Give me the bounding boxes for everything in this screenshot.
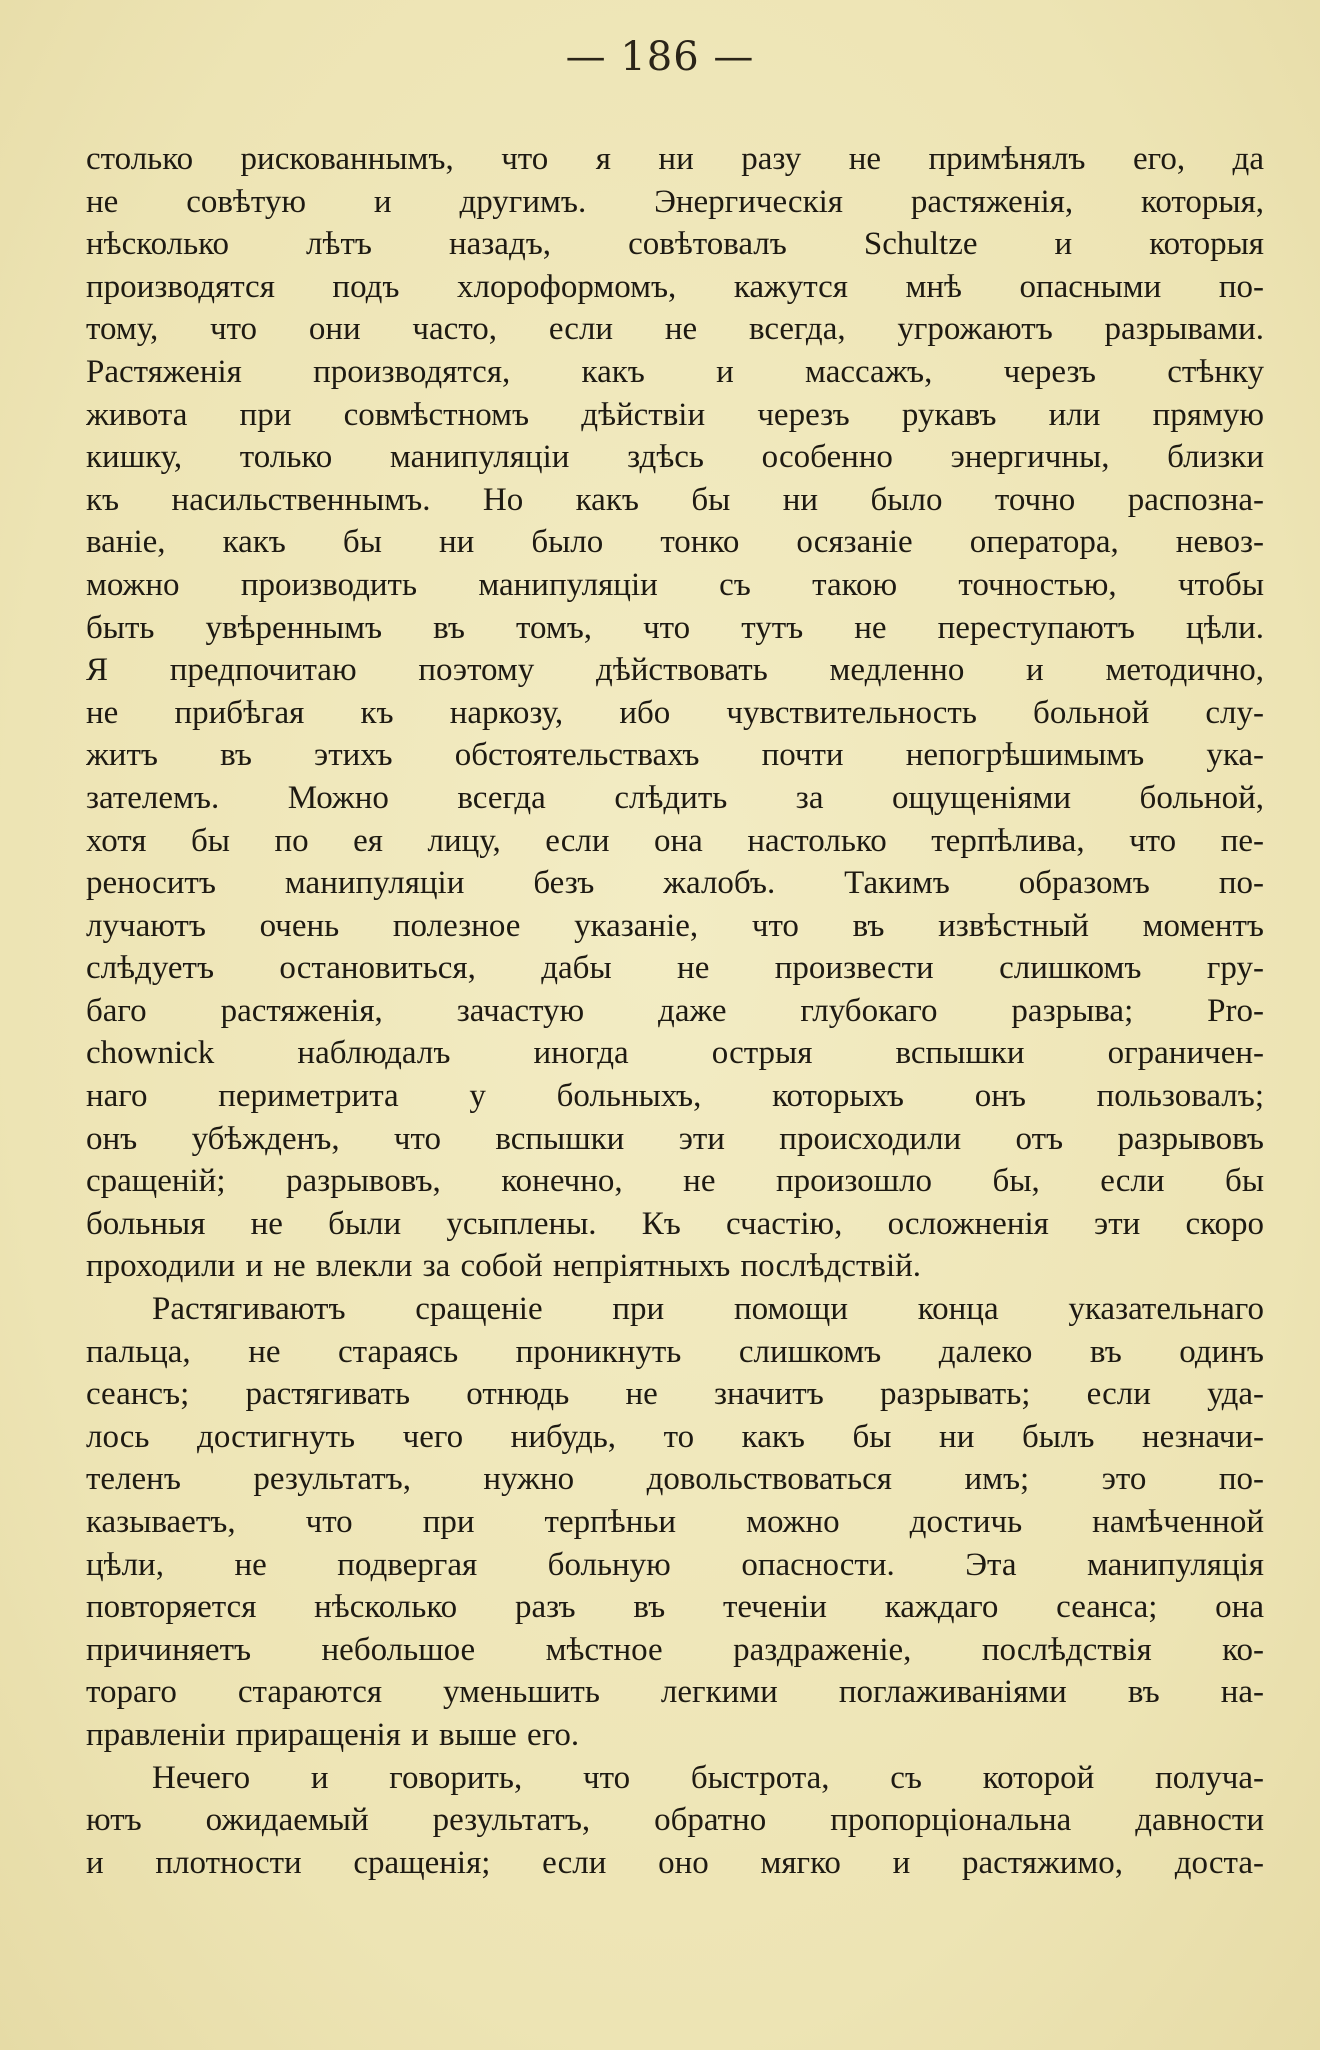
text-line: Растягиваютъ сращеніе при помощи конца указательнаго [152, 1291, 1264, 1328]
text-line: больныя не были усыплены. Къ счастію, осложненія эти скоро [86, 1205, 1264, 1242]
text-line: сеансъ; растягивать отнюдь не значитъ разрывать; если уда- [86, 1376, 1264, 1413]
text-line: живота при совмѣстномъ дѣйствіи черезъ рукавъ или прямую [86, 396, 1264, 433]
text-line: не совѣтую и другимъ. Энергическія растяженія, которыя, [86, 183, 1264, 220]
text-line: повторяется нѣсколько разъ въ теченіи каждаго сеанса; она [86, 1589, 1264, 1626]
text-line: онъ убѣжденъ, что вспышки эти происходили отъ разрывовъ [86, 1120, 1264, 1157]
text-line: ютъ ожидаемый результатъ, обратно пропорціональна давности [86, 1802, 1264, 1839]
text-line: проходили и не влекли за собой непріятныхъ послѣдствій. [86, 1248, 922, 1285]
text-line: производятся подъ хлороформомъ, кажутся мнѣ опасными по- [86, 268, 1264, 305]
body-text [86, 138, 1264, 1884]
text-line: теленъ результатъ, нужно довольствоваться имъ; это по- [86, 1461, 1264, 1498]
text-line: слѣдуетъ остановиться, дабы не произвести слишкомъ гру- [86, 950, 1264, 987]
text-line: зателемъ. Можно всегда слѣдить за ощущеніями больной, [86, 779, 1264, 816]
text-line: цѣли, не подвергая больную опасности. Эта манипуляція [86, 1546, 1264, 1583]
text-line: столько рискованнымъ, что я ни разу не примѣнялъ его, да [86, 141, 1264, 177]
text-line: къ насильственнымъ. Но какъ бы ни было точно распозна- [86, 481, 1264, 518]
text-line: баго растяженія, зачастую даже глубокаго разрыва; Pro- [86, 992, 1264, 1029]
text-line: chownick наблюдалъ иногда острыя вспышки ограничен- [86, 1035, 1264, 1072]
text-line: житъ въ этихъ обстоятельствахъ почти непогрѣшимымъ ука- [86, 737, 1264, 774]
text-line: сращеній; разрывовъ, конечно, не произошло бы, если бы [86, 1163, 1264, 1200]
text-line: Растяженія производятся, какъ и массажъ, черезъ стѣнку [86, 353, 1264, 390]
text-line: реноситъ манипуляціи безъ жалобъ. Такимъ образомъ по- [86, 865, 1264, 902]
text-line: правленіи приращенія и выше его. [86, 1716, 580, 1753]
page-number: — 186 — [565, 34, 755, 80]
text-line: тораго стараются уменьшить легкими поглаживаніями въ на- [86, 1674, 1264, 1711]
text-line: Я предпочитаю поэтому дѣйствовать медленно и методично, [86, 652, 1264, 689]
text-line: казываетъ, что при терпѣньи можно достичь намѣченной [86, 1504, 1264, 1540]
text-line: пальца, не стараясь проникнуть слишкомъ далеко въ одинъ [86, 1333, 1264, 1370]
text-line: хотя бы по ея лицу, если она настолько терпѣлива, что пе- [86, 822, 1264, 859]
text-line: Нечего и говорить, что быстрота, съ которой получа- [152, 1759, 1264, 1796]
text-line: наго периметрита у больныхъ, которыхъ онъ пользовалъ; [86, 1078, 1264, 1115]
text-line: лось достигнуть чего нибудь, то какъ бы ни былъ незначи- [86, 1418, 1264, 1455]
text-line: ваніе, какъ бы ни было тонко осязаніе оператора, невоз- [86, 524, 1264, 561]
text-line: и плотности сращенія; если оно мягко и растяжимо, доста- [86, 1844, 1264, 1881]
text-line: причиняетъ небольшое мѣстное раздраженіе, послѣдствія ко- [86, 1631, 1264, 1668]
text-line: кишку, только манипуляціи здѣсь особенно энергичны, близки [86, 439, 1264, 476]
text-line: тому, что они часто, если не всегда, угрожаютъ разрывами. [86, 311, 1264, 348]
text-line: лучаютъ очень полезное указаніе, что въ извѣстный моментъ [86, 907, 1264, 944]
text-line: можно производить манипуляціи съ такою точностью, чтобы [86, 566, 1264, 603]
text-line: быть увѣреннымъ въ томъ, что тутъ не переступаютъ цѣли. [86, 609, 1264, 646]
text-line: нѣсколько лѣтъ назадъ, совѣтовалъ Schultze и которыя [86, 226, 1264, 263]
text-line: не прибѣгая къ наркозу, ибо чувствительность больной слу- [86, 694, 1264, 731]
